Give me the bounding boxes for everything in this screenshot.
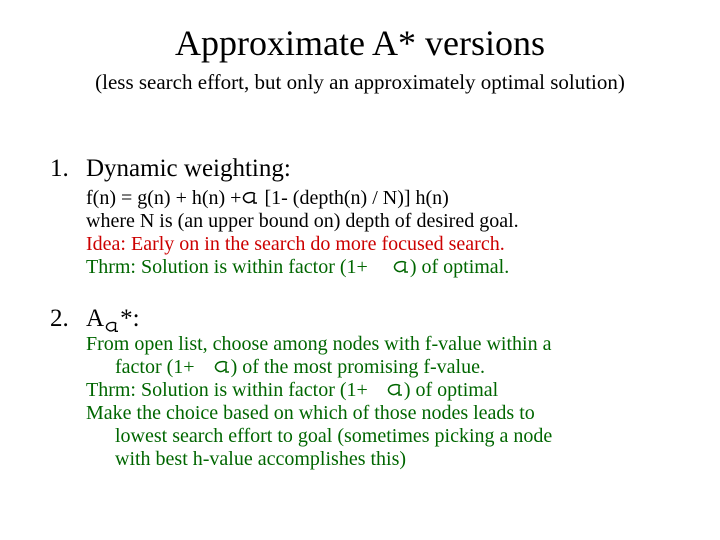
- item-1-theorem: [86, 256, 509, 279]
- alpha-symbol-icon: [392, 260, 410, 274]
- factor-left: factor (1+: [115, 356, 195, 378]
- item-2-heading: [86, 305, 140, 333]
- item-1-formula: [86, 187, 449, 210]
- slide-subtitle: (less search effort, but only an approximately optimal solution): [95, 70, 625, 94]
- item-1-line-2: where N is (an upper bound on) depth of desired goal.: [86, 210, 519, 232]
- alpha-symbol-icon: [104, 312, 120, 324]
- theorem-right: ) of optimal.: [409, 256, 510, 278]
- item-2-line-1: From open list, choose among nodes with f-value within a: [86, 333, 552, 355]
- item-1-heading: Dynamic weighting:: [86, 155, 291, 182]
- item-2-line-6: with best h-value accomplishes this): [115, 448, 407, 470]
- alpha-symbol-icon: [213, 360, 231, 374]
- theorem-left: Thrm: Solution is within factor (1+: [86, 256, 368, 278]
- item-2-line-2: [115, 356, 485, 379]
- formula-right: [1- (depth(n) / N)] h(n): [259, 187, 449, 209]
- slide-title: Approximate A* versions: [175, 23, 545, 63]
- theorem2-left: Thrm: Solution is within factor (1+: [86, 379, 368, 401]
- item-2-number: 2.: [50, 305, 69, 332]
- item-2-line-4: Make the choice based on which of those nodes leads to: [86, 402, 535, 424]
- formula-left: f(n) = g(n) + h(n) +: [86, 187, 242, 209]
- heading-a: A: [86, 305, 105, 332]
- alpha-symbol-icon: [241, 191, 259, 205]
- factor-right: ) of the most promising f-value.: [230, 356, 485, 378]
- item-2-theorem: [86, 379, 498, 402]
- item-1-idea: Idea: Early on in the search do more focused search.: [86, 233, 505, 255]
- item-2-line-5: lowest search effort to goal (sometimes picking a node: [115, 425, 553, 447]
- item-1-number: 1.: [50, 155, 69, 182]
- alpha-symbol-icon: [386, 383, 404, 397]
- heading-star: *:: [120, 305, 140, 332]
- theorem2-right: ) of optimal: [403, 379, 499, 401]
